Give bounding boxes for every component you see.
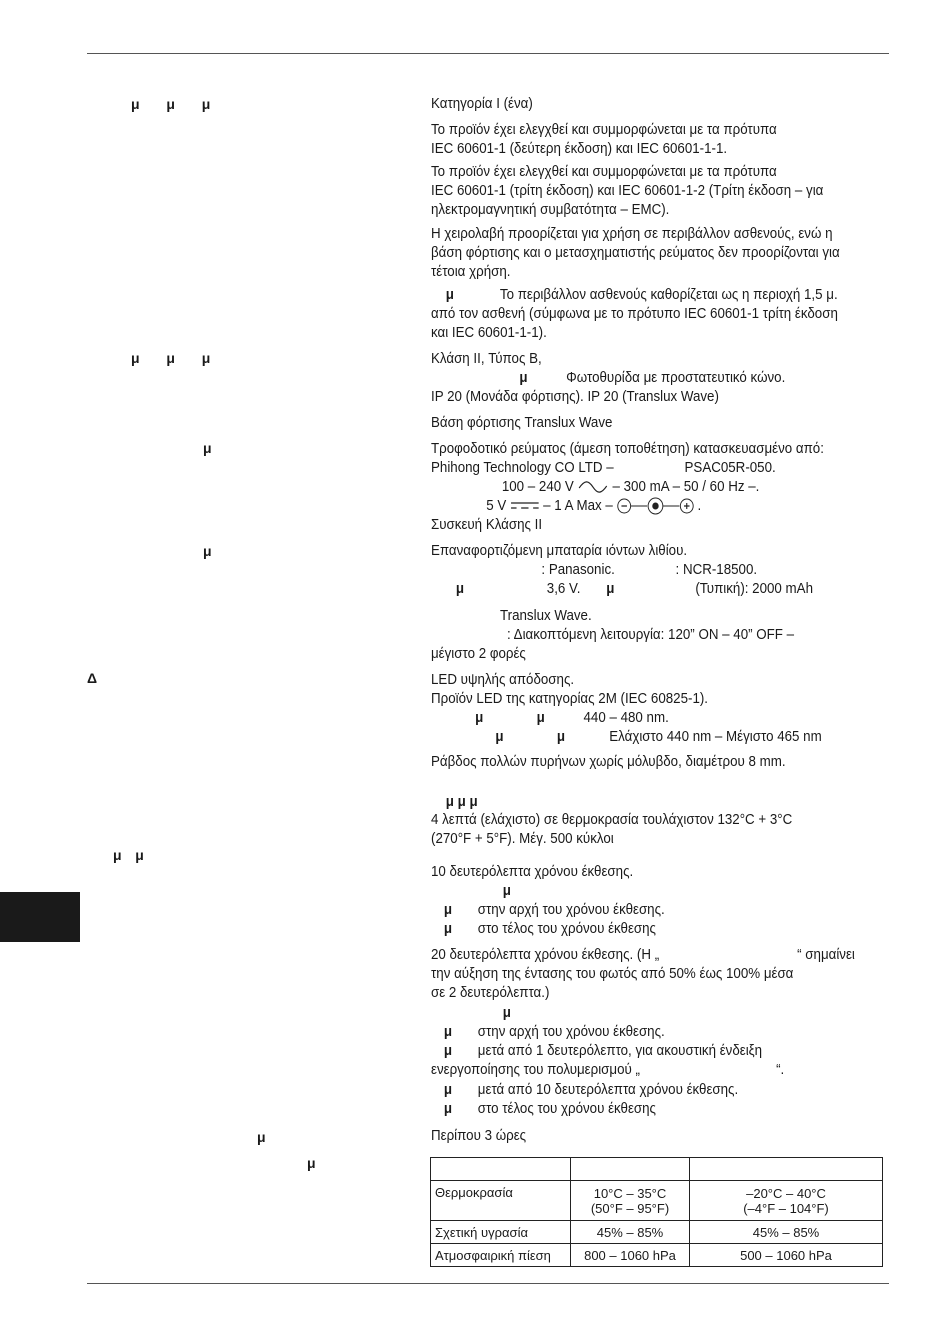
text-span: Το περιβάλλον ασθενούς καθορίζεται ως η περιοχή 1,5 μ.: [499, 287, 838, 303]
text-line: : Διακοπτόμενη λειτουργία: 120” ON – 40” OFF –: [507, 627, 795, 643]
mu-glyph: μ: [443, 921, 453, 937]
table-header-cell: [431, 1158, 571, 1181]
text-line: την αύξηση της έντασης του φωτός από 50% έως 100% μέσα: [431, 966, 794, 982]
text-line: Συσκευή Κλάσης II: [431, 517, 543, 533]
text-span: : Panasonic.: [541, 562, 615, 578]
table-cell: 45% – 85%: [571, 1221, 690, 1244]
table-row: [431, 1244, 883, 1267]
text-line: Προϊόν LED της κατηγορίας 2M (IEC 60825-1).: [431, 691, 709, 707]
text-span: στο τέλος του χρόνου έκθεσης: [477, 921, 656, 937]
text-line: [431, 1100, 656, 1119]
text-span: 20 δευτερόλεπτα χρόνου έκθεσης. (Η „: [431, 947, 660, 963]
text-span: 440 – 480 nm.: [583, 710, 669, 726]
table-cell: [571, 1181, 690, 1221]
table-row: [431, 1221, 883, 1244]
mu-glyph: μ: [443, 1082, 453, 1098]
text-span: μετά από 10 δευτερόλεπτα χρόνου έκθεσης.: [477, 1082, 739, 1098]
table-row: [431, 1181, 883, 1221]
text-line: από τον ασθενή (σύμφωνα με το πρότυπο IEC 60601-1 τρίτη έκδοση: [431, 306, 838, 322]
label-battery: μ: [203, 543, 213, 559]
polarity-symbol-icon: [617, 497, 694, 515]
mu-glyph: μ: [443, 1043, 453, 1059]
text-line: [431, 1042, 762, 1061]
text-line: [431, 946, 855, 965]
table-cell: 800 – 1060 hPa: [571, 1244, 690, 1267]
mu-glyph: μ: [519, 370, 528, 386]
text-span: : NCR-18500.: [675, 562, 758, 578]
text-line: [431, 1023, 665, 1042]
text-span: 5 V: [486, 498, 507, 514]
table-header-row: [431, 1158, 883, 1181]
mu-glyph: μ: [443, 1024, 453, 1040]
mu-glyph: μ μ μ: [445, 794, 478, 810]
text-span: 100 – 240 V: [501, 479, 574, 495]
text-line: 10 δευτερόλεπτα χρόνου έκθεσης.: [431, 864, 634, 880]
text-span: 3,6 V.: [546, 581, 581, 597]
environment-table: [430, 1157, 883, 1267]
text-line: [431, 561, 757, 580]
text-span: “ σημαίνει: [797, 947, 855, 963]
text-line: 4 λεπτά (ελάχιστο) σε θερμοκρασία τουλάχιστον 132°C + 3°C: [431, 812, 793, 828]
text-line: τέτοια χρήση.: [431, 264, 511, 280]
ac-symbol-icon: [578, 481, 609, 493]
label-exposure: μ μ: [113, 847, 145, 863]
text-line: [431, 901, 665, 920]
mu-glyph: μ: [443, 1101, 453, 1117]
mu-glyph: μ: [455, 581, 465, 597]
text-span: (Τυπική): 2000 mAh: [695, 581, 814, 597]
mu-glyph: μ: [443, 902, 453, 918]
cell-line: (50°F – 95°F): [590, 1200, 670, 1216]
label-charge-time: μ: [257, 1129, 267, 1145]
table-header-cell: [690, 1158, 883, 1181]
mu-glyph: μ: [475, 710, 484, 726]
text-line: LED υψηλής απόδοσης.: [431, 672, 575, 688]
text-span: μετά από 1 δευτερόλεπτο, για ακουστική ένδειξη: [477, 1043, 763, 1059]
text-line: Το προϊόν έχει ελεγχθεί και συμμορφώνεται με τα πρότυπα: [431, 164, 777, 180]
text-line: [431, 478, 759, 497]
text-line: μέγιστο 2 φορές: [431, 646, 526, 662]
mu-glyph: μ: [606, 581, 615, 597]
cell-line: –20°C – 40°C: [746, 1185, 826, 1201]
label-power-supply: μ: [203, 440, 213, 456]
text-span: “.: [776, 1062, 785, 1078]
mu-glyph: μ: [495, 729, 504, 745]
text-line: βάση φόρτισης και ο μετασχηματιστής ρεύματος δεν προορίζονται για: [431, 245, 840, 261]
text-line: Επαναφορτιζόμενη μπαταρία ιόντων λιθίου.: [431, 543, 688, 559]
text-line: [431, 920, 656, 939]
text-line: σε 2 δευτερόλεπτα.): [431, 985, 550, 1001]
text-line: IEC 60601-1 (τρίτη έκδοση) και IEC 60601-1-2 (Τρίτη έκδοση – για: [431, 183, 824, 199]
text-line: [431, 369, 785, 388]
text-span: Phihong Technology CO LTD –: [431, 460, 614, 476]
mu-glyph: μ: [445, 287, 454, 303]
text-span: στην αρχή του χρόνου έκθεσης.: [477, 1024, 665, 1040]
text-line: Περίπου 3 ώρες: [431, 1128, 527, 1144]
text-span: – 1 A Max –: [543, 498, 613, 514]
text-line: Το προϊόν έχει ελεγχθεί και συμμορφώνεται με τα πρότυπα: [431, 122, 777, 138]
cell-line: (–4°F – 104°F): [743, 1200, 829, 1216]
dc-symbol-icon: [510, 501, 539, 511]
text-line: [431, 793, 478, 812]
text-span: – 300 mA – 50 / 60 Hz –.: [612, 479, 760, 495]
text-line: [431, 286, 838, 305]
text-line: [431, 882, 511, 901]
mu-glyph: μ: [556, 729, 566, 745]
text-line: [431, 1081, 738, 1100]
text-line: Τροφοδοτικό ρεύματος (άμεση τοποθέτηση) κατασκευασμένο από:: [431, 441, 824, 457]
top-rule: [87, 53, 889, 54]
text-span: PSAC05R-050.: [684, 460, 776, 476]
text-line: [431, 497, 701, 516]
text-line: Βάση φόρτισης Translux Wave: [431, 415, 613, 431]
text-line: [431, 728, 822, 747]
text-span: στην αρχή του χρόνου έκθεσης.: [477, 902, 665, 918]
label-protection: μ μ μ: [131, 350, 211, 366]
text-line: IEC 60601-1 (δεύτερη έκδοση) και IEC 60601-1-1.: [431, 141, 728, 157]
table-cell: Ατμοσφαιρική πίεση: [431, 1244, 571, 1267]
text-line: [431, 459, 776, 478]
text-span: στο τέλος του χρόνου έκθεσης: [477, 1101, 656, 1117]
text-span: Ελάχιστο 440 nm – Μέγιστο 465 nm: [609, 729, 822, 745]
text-line: και IEC 60601-1-1).: [431, 325, 547, 341]
cell-line: 10°C – 35°C: [593, 1185, 667, 1201]
table-header-cell: [571, 1158, 690, 1181]
language-tab: [0, 892, 80, 942]
text-line: Κλάση II, Τύπος B,: [431, 351, 542, 367]
text-span: .: [697, 498, 702, 514]
text-line: [431, 580, 813, 599]
label-environment: μ: [307, 1155, 317, 1171]
label-classification: μ μ μ: [131, 96, 211, 112]
bottom-rule: [87, 1283, 889, 1284]
text-line: (270°F + 5°F). Μέγ. 500 κύκλοι: [431, 831, 614, 847]
text-span: Φωτοθυρίδα με προστατευτικό κώνο.: [566, 370, 786, 386]
text-span: ενεργοποίησης του πολυμερισμού „: [431, 1062, 640, 1078]
text-line: Η χειρολαβή προορίζεται για χρήση σε περιβάλλον ασθενούς, ενώ η: [431, 226, 833, 242]
mu-glyph: μ: [502, 883, 511, 899]
text-line: IP 20 (Μονάδα φόρτισης). IP 20 (Translux Wave): [431, 389, 719, 405]
text-line: Translux Wave.: [500, 608, 592, 624]
text-line: Κατηγορία I (ένα): [431, 96, 533, 112]
text-line: [431, 709, 669, 728]
table-cell: Σχετική υγρασία: [431, 1221, 571, 1244]
mu-glyph: μ: [502, 1005, 511, 1021]
text-line: Ράβδος πολλών πυρήνων χωρίς μόλυβδο, διαμέτρου 8 mm.: [431, 754, 786, 770]
text-line: [431, 1061, 784, 1080]
mu-glyph: μ: [536, 710, 545, 726]
text-line: [431, 1004, 511, 1023]
table-cell: 45% – 85%: [690, 1221, 883, 1244]
table-cell: 500 – 1060 hPa: [690, 1244, 883, 1267]
label-light-source: Δ: [87, 670, 98, 686]
table-cell: Θερμοκρασία: [431, 1181, 571, 1221]
table-cell: [690, 1181, 883, 1221]
text-line: ηλεκτρομαγνητική συμβατότητα – EMC).: [431, 202, 670, 218]
